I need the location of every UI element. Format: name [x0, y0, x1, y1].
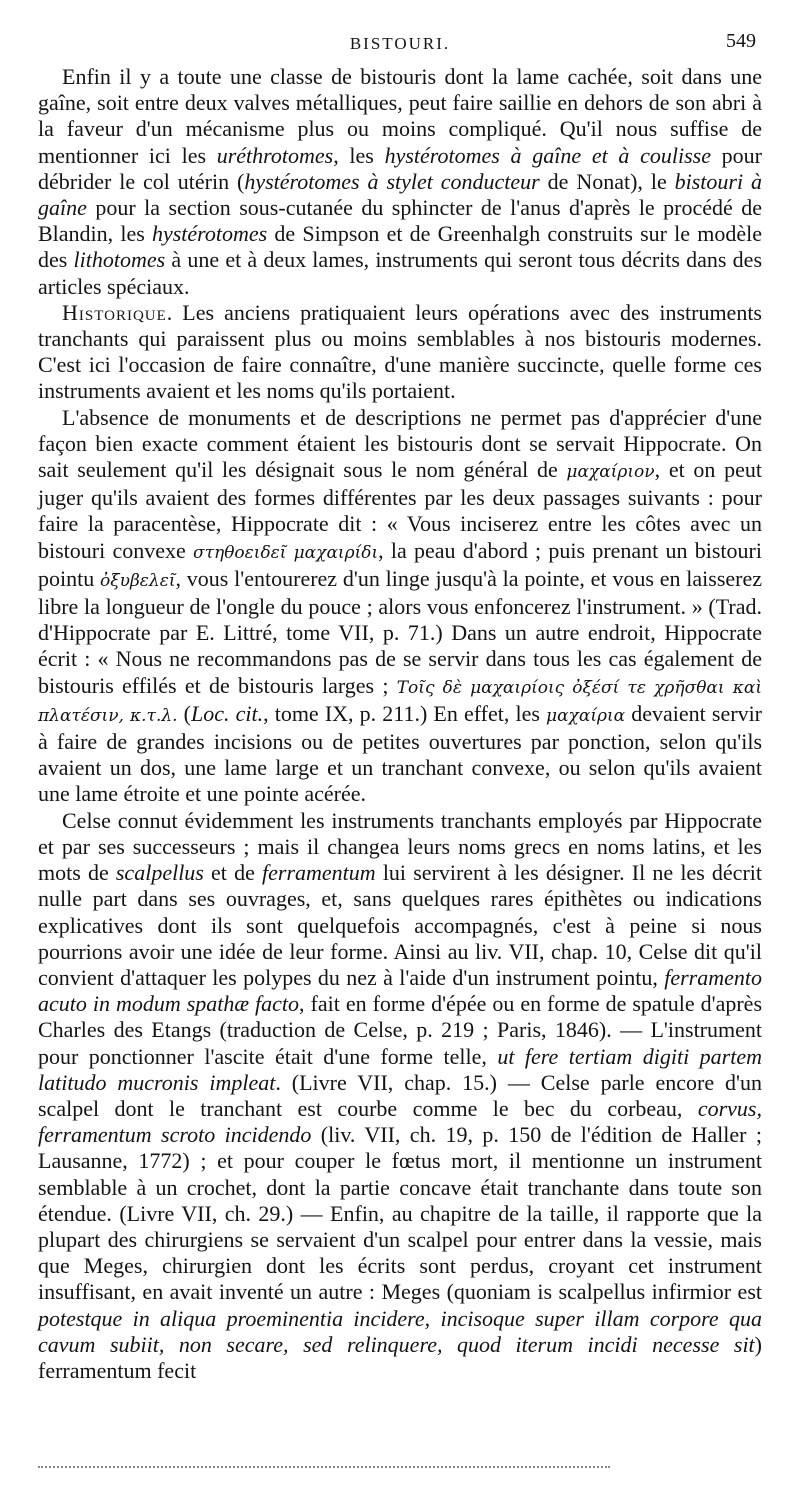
body-text	[38, 64, 762, 1384]
running-title: BISTOURI.	[349, 34, 451, 53]
section-heading-historique: Historique	[62, 299, 167, 325]
page-number: 549	[726, 30, 756, 52]
footer-dotted-rule	[38, 1466, 610, 1468]
paragraph-closed-bistouris: Enfin il y a toute une classe de bistouris dont la lame cachée, soit dans une gaîne, soit entre deux valves métalliques, peut faire saillie en dehors de son abri à la faveur d'un mécanisme plus ou moins compliqué. Qu'il nous suffise de mentionner ici les uréthrotomes, les hystérotomes à gaîne et à coulisse pour débrider le col utérin (hystérotomes à stylet conducteur de Nonat), le bistouri à gaîne pour la section sous-cutanée du sphincter de l'anus d'après le procédé de Blandin, les hystérotomes de Simpson et de Greenhalgh construits sur le modèle des lithotomes à une et à deux lames, instruments qui seront tous décrits dans des articles spéciaux.	[38, 64, 763, 299]
paragraph-hippocrate: L'absence de monuments et de descriptions ne permet pas d'apprécier d'une façon bien exacte comment étaient les bistouris dont se servait Hippocrate. On sait seulement qu'il les désignait sous le nom général de μαχαίριον, et on peut juger qu'ils avaient des formes différentes par les deux passages suivants : pour faire la paracentèse, Hippocrate dit : « Vous inciserez entre les côtes avec un bistouri convexe στηθοειδεῖ μαχαιρίδι, la peau d'abord ; puis prenant un bistouri pointu ὀξυβελεῖ, vous l'entourerez d'un linge jusqu'à la pointe, et vous en laisserez libre la longueur de l'ongle du pouce ; alors vous enfoncerez l'instrument. » (Trad. d'Hippocrate par E. Littré, tome VII, p. 71.) Dans un autre endroit, Hippocrate écrit : « Nous ne recommandons pas de se servir dans tous les cas également de bistouris effilés et de bistouris larges ; Τοῖς δὲ μαχαιρίοις ὀξέσί τε χρῆσθαι καὶ πλατέσιν, κ.τ.λ. (Loc. cit., tome IX, p. 211.) En effet, les μαχαίρια devaient servir à faire de grandes incisions ou de petites ouvertures par ponction, selon qu'ils avaient un dos, une lame large et un tranchant convexe, ou selon qu'ils avaient une lame étroite et une pointe acérée.	[38, 404, 763, 807]
page-header	[0, 28, 800, 58]
paragraph-celse: Celse connut évidemment les instruments tranchants employés par Hippocrate et par ses successeurs ; mais il changea leurs noms grecs en noms latins, et les mots de scalpellus et de ferramentum lui servirent à les désigner. Il ne les décrit nulle part dans ses ouvrages, et, sans quelques rares épithètes ou indications explicatives dont ils sont quelquefois accompagnés, c'est à peine si nous pourrions avoir une idée de leur forme. Ainsi au liv. VII, chap. 10, Celse dit qu'il convient d'attaquer les polypes du nez à l'aide d'un instrument pointu, ferramento acuto in modum spathæ facto, fait en forme d'épée ou en forme de spatule d'après Charles des Etangs (traduction de Celse, p. 219 ; Paris, 1846). — L'instrument pour ponctionner l'ascite était d'une forme telle, ut fere tertiam digiti partem latitudo mucronis impleat. (Livre VII, chap. 15.) — Celse parle encore d'un scalpel dont le tranchant est courbe comme le bec du corbeau, corvus, ferramentum scroto incidendo (liv. VII, ch. 19, p. 150 de l'édition de Haller ; Lausanne, 1772) ; et pour couper le fœtus mort, il mentionne un instrument semblable à un crochet, dont la partie concave était tranchante dans toute son étendue. (Livre VII, ch. 29.) — Enfin, au chapitre de la taille, il rapporte que la plupart des chirurgiens se servaient d'un scalpel pour entrer dans la vessie, mais que Meges, chirurgien dont les écrits sont perdus, croyant cet instrument insuffisant, en avait inventé un autre : Meges (quoniam is scalpellus infirmior est potestque in aliqua proeminentia incidere, incisoque super illam corpore qua cavum subiit, non secare, sed relinquere, quod iterum incidi necesse sit) ferramentum fecit	[38, 807, 763, 1383]
paragraph-historique: Historique. Les anciens pratiquaient leurs opérations avec des instruments tranchants qui paraissent plus ou moins semblables à nos bistouris modernes. C'est ici l'occasion de faire connaître, d'une manière succincte, quelle forme ces instruments avaient et les noms qu'ils portaient.	[38, 299, 762, 404]
